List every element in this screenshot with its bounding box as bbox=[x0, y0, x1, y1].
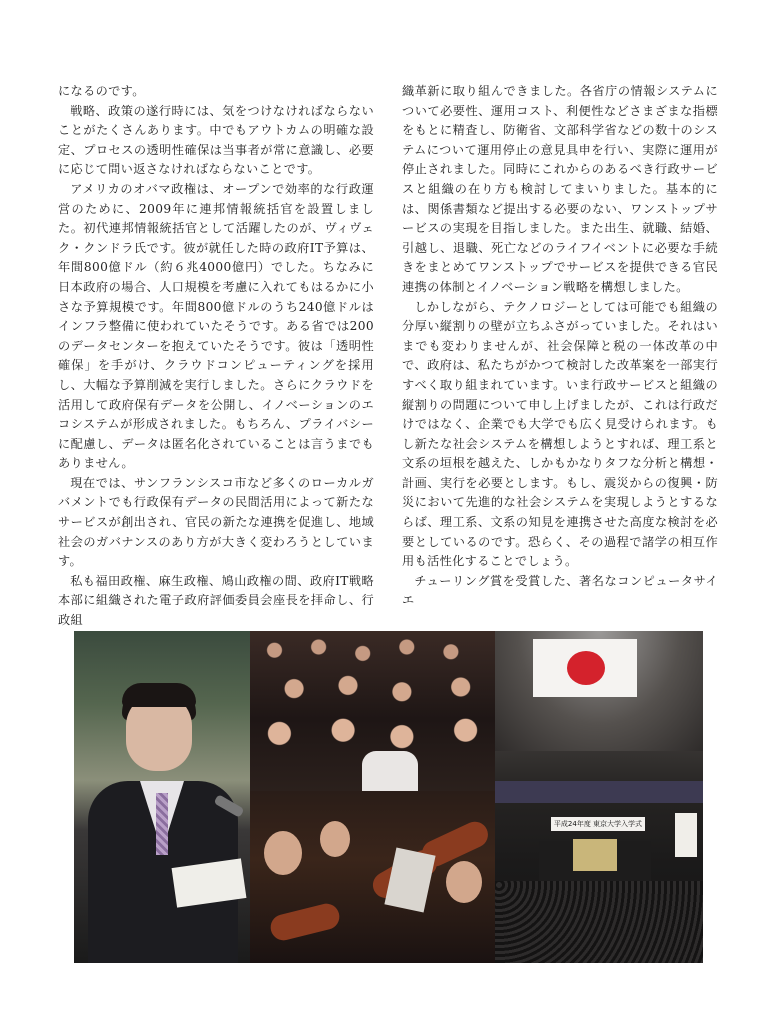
speaker-photo bbox=[74, 631, 250, 963]
speaker-hair-top bbox=[122, 683, 196, 707]
violinist bbox=[264, 831, 302, 875]
sheet-music bbox=[384, 847, 435, 912]
hall-side-board bbox=[675, 813, 697, 857]
hall-balcony bbox=[495, 781, 703, 803]
violinist bbox=[320, 821, 350, 857]
paragraph: しかしながら、テクノロジーとしては可能でも組織の分厚い縦割りの壁が立ちふさがっていました。それはいまでも変わりませんが、社会保障と税の一体改革の中で、政府は、私たちがかつて検討した改革案を一部実行すべく取り組まれています。いま行政サービスと組織の縦割りの問題について申し上げましたが、これは行政だけではなく、企業でも大学でも広く見受けられます。もし新たな社会システムを構想しようとすれば、理工系と文系の垣根を越えた、しかもかなりタフな分析と構想・計画、実行を必要とします。もし、震災からの復興・防災において先進的な社会システムを実現しようとするならば、理工系、文系の知見を連携させた高度な検討を必要としているのです。恐らく、その過程で諸学の相互作用も活性化することでしょう。 bbox=[402, 299, 718, 569]
paragraph: チューリング賞を受賞した、著名なコンピュータサイエ bbox=[402, 573, 718, 608]
flag-sun bbox=[567, 651, 605, 685]
hall-audience bbox=[495, 881, 703, 963]
right-column bbox=[402, 82, 718, 611]
paragraph: 現在では、サンフランシスコ市など多くのローカルガバメントでも行政保有データの民間活用によって新たなサービスが創出され、官民の新たな連携を促進し、地域社会のガバナンスのあり方が大きく変わろうとしています。 bbox=[58, 475, 374, 569]
violinist bbox=[446, 861, 482, 903]
hall-screen bbox=[573, 839, 617, 871]
left-column bbox=[58, 82, 374, 631]
orchestra-photo bbox=[250, 791, 495, 963]
photo-strip bbox=[74, 631, 703, 963]
paragraph: 織革新に取り組んできました。各省庁の情報システムについて必要性、運用コスト、利便性などさまざまな指標をもとに精査し、防衛省、文部科学省などの数十のシステムについて運用停止の意見具申を行い、実際に運用が停止されました。同時にこれからのあるべき行政サービスと組織の在り方も検討してまいりました。基本的には、関係書類など提出する必要のない、ワンストップサービスの実現を目指しました。また出生、就職、結婚、引越し、退職、死亡などのライフイベントに必要な手続きをまとめてワンストップでサービスを提供できる官民連携の体制とイノベーション戦略を構想しました。 bbox=[402, 84, 718, 294]
student-white-shirt bbox=[362, 751, 418, 791]
students-photo bbox=[250, 631, 495, 791]
speaker-tie bbox=[156, 793, 168, 855]
paragraph: アメリカのオバマ政権は、オープンで効率的な行政運営のために、2009年に連邦情報統括官を設置しました。初代連邦情報統括官として活躍したのが、ヴィヴェク・クンドラ氏です。彼が就任した時の政府IT予算は、年間800億ドル（約６兆4000億円）でした。ちなみに日本政府の場合、人口規模を考慮に入れてもはるかに小さな予算規模です。年間800億ドルのうち240億ドルはインフラ整備に使われていたそうです。ある省では200のデータセンターを抱えていたそうです。彼は「透明性確保」を手がけ、クラウドコンピューティングを採用し、大幅な予算削減を実行しました。さらにクラウドを活用して政府保有データを公開し、イノベーションのエコシステムが形成されました。もちろん、プライバシーに配慮し、データは匿名化されていることは言うまでもありません。 bbox=[58, 181, 374, 471]
ceremony-hall-photo bbox=[495, 631, 703, 963]
paragraph: 私も福田政権、麻生政権、鳩山政権の間、政府IT戦略本部に組織された電子政府評価委員会座長を拝命し、行政組 bbox=[58, 573, 374, 628]
violin bbox=[268, 901, 342, 943]
hall-banner: 平成24年度 東京大学入学式 bbox=[551, 817, 645, 831]
paragraph: 戦略、政策の遂行時には、気をつけなければならないことがたくさんあります。中でもアウトカムの明確な設定、プロセスの透明性確保は当事者が常に意識し、必要に応じて問い返さなければならないことです。 bbox=[58, 103, 374, 177]
paragraph: になるのです。 bbox=[58, 84, 145, 98]
